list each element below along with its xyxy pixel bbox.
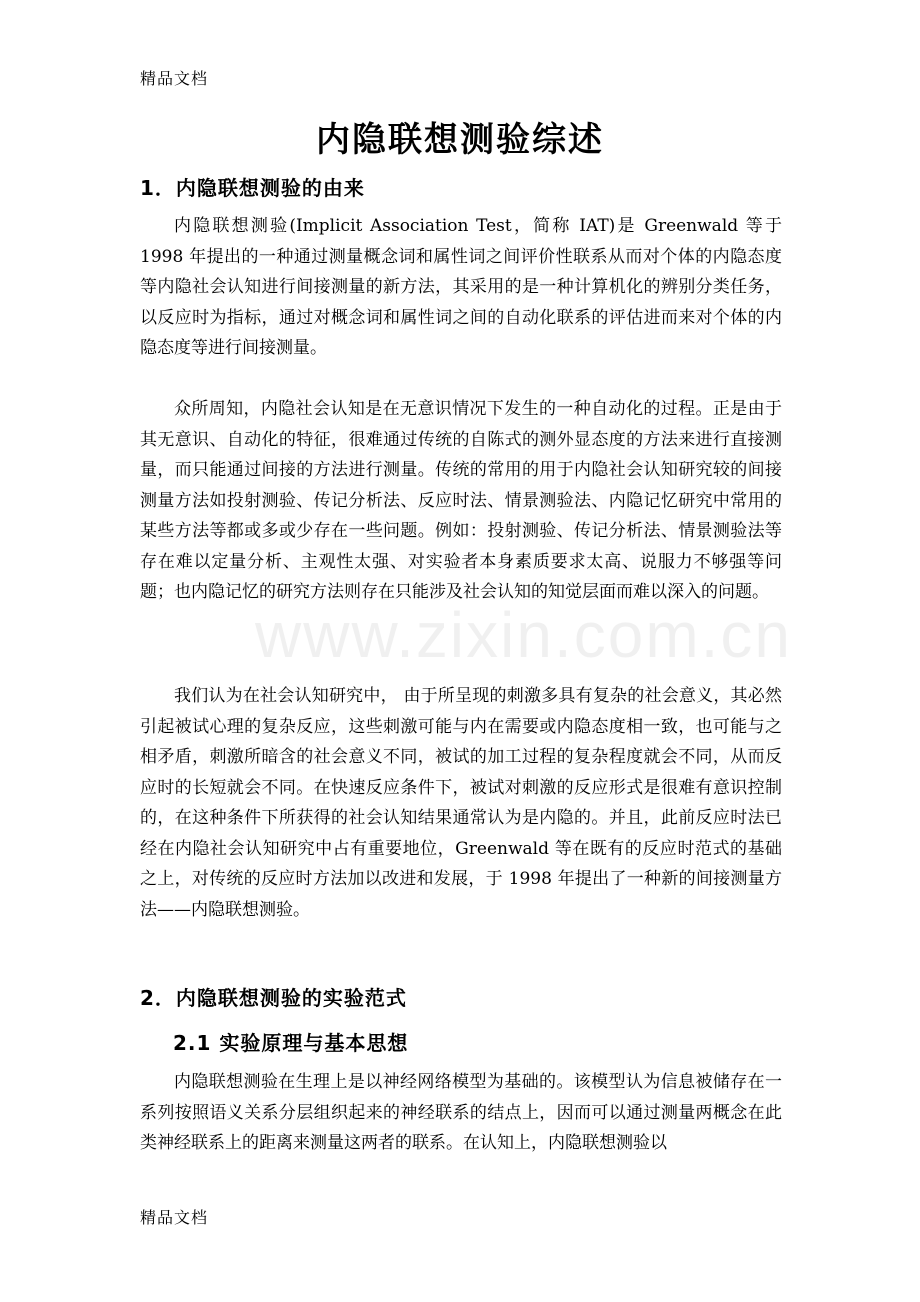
document-title: 内隐联想测验综述 xyxy=(316,120,604,160)
subsection-2-1-paragraph-1: 内隐联想测验在生理上是以神经网络模型为基础的。该模型认为信息被储存在一系列按照语义关系分层组织起来的神经联系的结点上，因而可以通过测量两概念在此类神经联系上的距离来测量这两者的联系。在认知上，内隐联想测验以 xyxy=(140,1072,782,1153)
page-header: 精品文档 xyxy=(140,69,209,88)
section-1-paragraph-1: 内隐联想测验(Implicit Association Test，简称 IAT)是 Greenwald 等于 1998 年提出的一种通过测量概念词和属性词之间评价性联系从而对个体的内隐态度等内隐社会认知进行间接测量的新方法，其采用的是一种计算机化的辨别分类任务，以反应时为指标，通过对概念词和属性词之间的自动化联系的评估进而来对个体的内隐态度等进行间接测量。 xyxy=(140,216,782,358)
section-2-heading: 2．内隐联想测验的实验范式 xyxy=(140,986,407,1010)
page-footer: 精品文档 xyxy=(140,1208,209,1227)
section-1-paragraph-3: 我们认为在社会认知研究中， 由于所呈现的刺激多具有复杂的社会意义，其必然引起被试心理的复杂反应，这些刺激可能与内在需要或内隐态度相一致，也可能与之相矛盾，刺激所暗含的社会意义不同，被试的加工过程的复杂程度就会不同，从而反应时的长短就会不同。在快速反应条件下，被试对刺激的反应形式是很难有意识控制的，在这种条件下所获得的社会认知结果通常认为是内隐的。并且，此前反应时法已经在内隐社会认知研究中占有重要地位，Greenwald 等在既有的反应时范式的基础之上，对传统的反应时方法加以改进和发展，于 1998 年提出了一种新的间接测量方法——内隐联想测验。 xyxy=(140,686,782,920)
section-1-paragraph-2: 众所周知，内隐社会认知是在无意识情况下发生的一种自动化的过程。正是由于其无意识、自动化的特征，很难通过传统的自陈式的测外显态度的方法来进行直接测量，而只能通过间接的方法进行测量。传统的常用的用于内隐社会认知研究较的间接测量方法如投射测验、传记分析法、反应时法、情景测验法、内隐记忆研究中常用的某些方法等都或多或少存在一些问题。例如：投射测验、传记分析法、情景测验法等存在难以定量分析、主观性太强、对实验者本身素质要求太高、说服力不够强等问题；也内隐记忆的研究方法则存在只能涉及社会认知的知觉层面而难以深入的问题。 xyxy=(140,399,782,602)
watermark: www.zixin.com.cn xyxy=(255,599,792,671)
subsection-2-1-heading: 2.1 实验原理与基本思想 xyxy=(173,1031,409,1055)
section-1-heading: 1．内隐联想测验的由来 xyxy=(140,176,365,200)
